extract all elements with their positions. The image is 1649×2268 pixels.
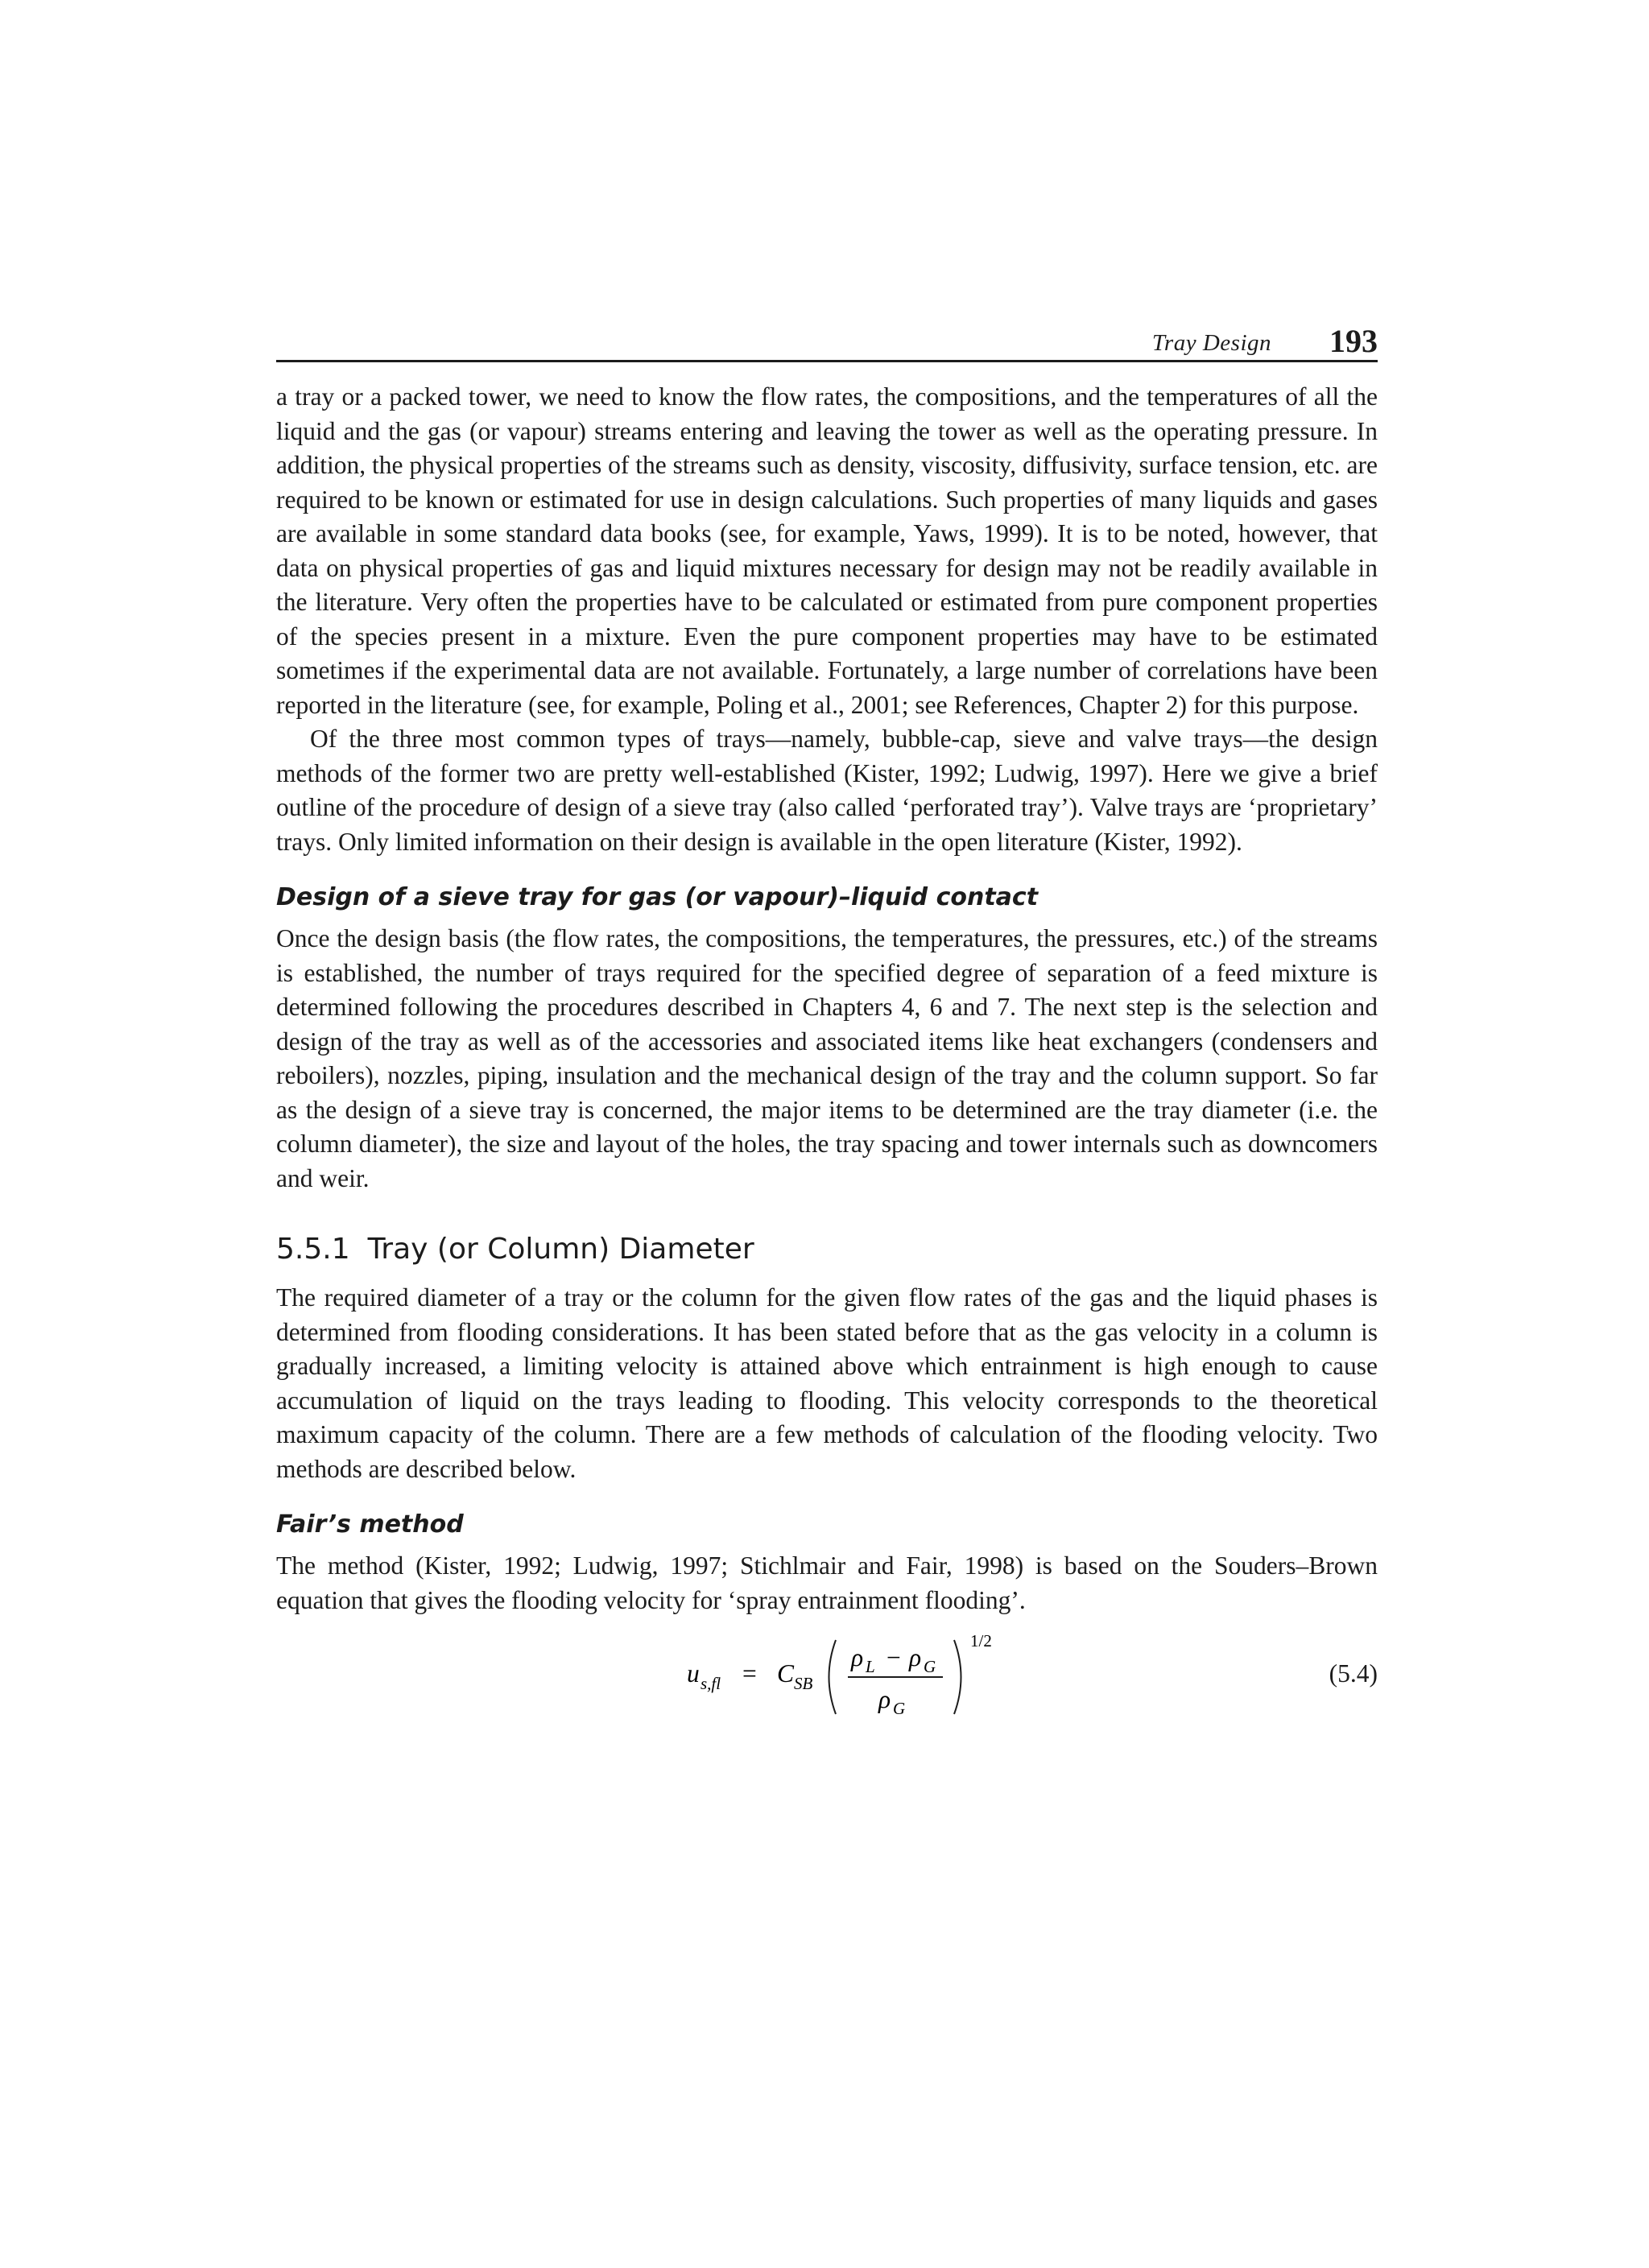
- section-title: Tray (or Column) Diameter: [367, 1233, 754, 1266]
- denominator-rho: ρ: [878, 1685, 891, 1713]
- section-number: 5.5.1: [276, 1233, 350, 1266]
- paragraph-tray-types: Of the three most common types of trays—namely, bubble-cap, sieve and valve trays—the design methods of the former two are pretty well-established (Kister, 1992; Ludwig, 1997). Here we give a brief outline of the procedure of design of a sieve tray (also called ‘perforated tray’). Valve trays are ‘proprietary’ trays. Only limited information on their design is available in the open literature (Kister, 1992).: [276, 725, 1378, 856]
- coef-symbol: C: [777, 1659, 795, 1688]
- flooding-velocity-formula: [687, 1630, 1065, 1727]
- paragraph-souders-brown: The method (Kister, 1992; Ludwig, 1997; Stichlmair and Fair, 1998) is based on the Souders–Brown equation that gives the flooding velocity for ‘spray entrainment flooding’.: [276, 1551, 1378, 1614]
- paragraph-design-basis: Once the design basis (the flow rates, the compositions, the temperatures, the pressures, etc.) of the streams is established, the number of trays required for the specified degree of separation of a feed mixture is determined following the procedures described in Chapters 4, 6 and 7. The next step is the selection and design of the tray as well as of the accessories and associated items like heat exchangers (condensers and reboilers), nozzles, piping, insulation and the mechanical design of the tray and the column support. So far as the design of a sieve tray is concerned, the major items to be determined are the tray diameter (i.e. the column diameter), the size and layout of the holes, the tray spacing and tower internals such as downcomers and weir.: [276, 924, 1378, 1192]
- paragraph-flooding: The required diameter of a tray or the column for the given flow rates of the gas and the liquid phases is determined from flooding considerations. It has been stated before that as the gas velocity in a column is gradually increased, a limiting velocity is attained above which entrainment is high enough to cause accumulation of liquid on the trays leading to flooding. This velocity corresponds to the theoretical maximum capacity of the column. There are a few methods of calculation of the flooding velocity. Two methods are described below.: [276, 1283, 1378, 1483]
- numerator-rho-g: ρ: [909, 1643, 922, 1671]
- numerator-l-subscript: L: [866, 1657, 875, 1676]
- section-heading: [276, 1231, 1378, 1268]
- lhs-symbol: u: [687, 1659, 700, 1688]
- page-number: 193: [1329, 323, 1378, 359]
- running-title: Tray Design: [1151, 330, 1271, 356]
- exponent: 1/2: [970, 1631, 992, 1650]
- coef-subscript: SB: [794, 1674, 813, 1693]
- numerator-minus: −: [886, 1643, 901, 1671]
- subheading-fairs-method: Fair’s method: [276, 1510, 464, 1539]
- paragraph-physical-properties: a tray or a packed tower, we need to know the flow rates, the compositions, and the temperatures of all the liquid and the gas (or vapour) streams entering and leaving the tower as well as the operating pressure. In addition, the physical properties of the streams such as density, viscosity, diffusivity, surface tension, etc. are required to be known or estimated for use in design calculations. Such properties of many liquids and gases are available in some standard data books (see, for example, Yaws, 1999). It is to be noted, however, that data on physical properties of gas and liquid mixtures necessary for design may not be readily available in the literature. Very often the properties have to be calculated or estimated from pure component properties of the species present in a mixture. Even the pure component properties may have to be estimated sometimes if the experimental data are not available. Fortunately, a large number of correlations have been reported in the literature (see, for example, Poling et al., 2001; see References, Chapter 2) for this purpose.: [276, 382, 1378, 719]
- running-head: [276, 318, 1378, 362]
- denominator-subscript: G: [893, 1699, 906, 1718]
- equation-5-4: [276, 1630, 1378, 1727]
- subheading-sieve-tray-design: Design of a sieve tray for gas (or vapour)–liquid contact: [276, 883, 1039, 911]
- lhs-subscript: s,fl: [701, 1674, 721, 1693]
- numerator-g-subscript: G: [924, 1657, 936, 1676]
- left-paren: [829, 1640, 837, 1714]
- numerator-rho-l: ρ: [851, 1643, 864, 1671]
- right-paren: [954, 1640, 961, 1714]
- equals-sign: =: [742, 1659, 757, 1688]
- equation-number: (5.4): [1329, 1659, 1378, 1688]
- book-page: [276, 318, 1378, 1727]
